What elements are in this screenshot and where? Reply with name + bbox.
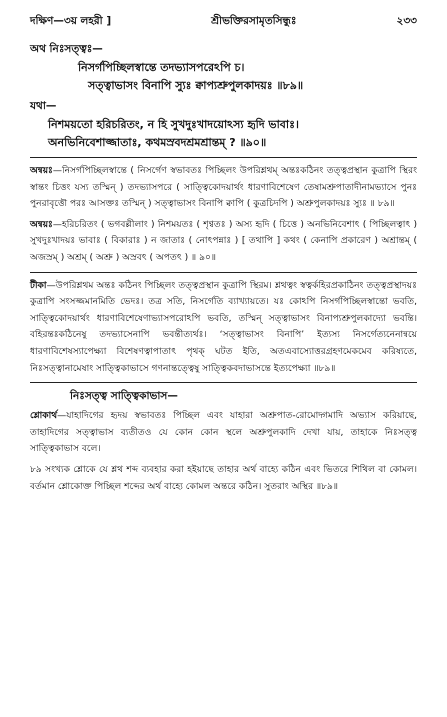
section-heading: অথ নিঃসত্ত্বঃ— <box>30 43 103 55</box>
running-header <box>30 14 417 38</box>
verse-90-line-1: নিশময়তো হরিচরিতং, ন হি সুখদুঃখাদয়োঽস্য হৃদি ভাবাঃ। <box>48 118 299 131</box>
divider <box>30 272 417 273</box>
anvaya-90 <box>30 217 417 267</box>
tika-label: টীকা <box>30 280 47 291</box>
divider <box>30 157 417 158</box>
anvaya-text: —হরিচরিতং ( ভগবল্লীলাং ) নিশময়তঃ ( শৃণ্বতঃ ) অস্য হৃদি ( চিত্তে ) অনভিনিবেশাৎ ( পিচ্ছিলত্বাৎ ) সুখদুঃখাদয়ঃ ভাবাঃ ( বিকারাঃ ) ন জাতাঃ ( নোৎপন্নাঃ ) [ তথাপি ] কথং ( কেনাপি প্রকারেণ ) অশ্রান্তম্ ( অজস্রম্ ) অশ্রম্ ( অশ্রু ) অস্রবৎ ( অপতৎ ) ॥ ৯০॥ <box>30 219 417 263</box>
explanation-paragraph: ৮৯ সংখ্যক শ্লোকে যে শ্লথ শব্দ ব্যবহার করা হইয়াছে তাহার অর্থ বাহ্যে কঠিন এবং ভিতরে শিথিল বা কোমল। বর্তমান শ্লোকোক্ত পিচ্ছিল শব্দের অর্থ বাহ্যে কোমল অন্তরে কঠিন। সুতরাং অস্থির ॥৮৯॥ <box>30 464 417 492</box>
verse-89-line-2: সত্ত্বাভাসং বিনাপি স্যুঃ ক্বাপ্যশ্রুপুলকাদয়ঃ ॥৮৯॥ <box>88 79 304 92</box>
tika-text: —উপরিশ্লথম অন্তঃ কঠিনং পিচ্ছিলং তত্ত্বপ্রস্থান কুত্রাপি স্থিরম। শ্লথত্বং স্বত্বর্কহিরপ্রকাঠিনং তত্ত্বপ্রস্থাদয়ঃ কুত্রাপি সংসজ্জমানমিতি ভেদঃ। তত্র সতি, নিসর্গেতি ব্যাখ্যায়তে। যঃ কোঽপি নিসর্গপিচ্ছিলস্বান্তো ভবতি, সাত্ত্বিকোদয়ার্থং ধারণাবিশেষেণাভ্যাসপরোঽপি ভবতি, তস্মিন্ সত্ত্বাভাসং বিনাপ্যশ্রুপুলকাদ্যো ভবন্তি। বহিরন্তঃকঠিনেষু তদভ্যাসেনাপি ভবন্তীত্যর্থঃ। ‘সত্ত্বাভাসং বিনাপি’ ইত্যস্য নিসর্গেত্যনেনান্বয়ে ধারণাবিশেষস্যাপেক্ষ্যা বিশেষণত্বাপাতাৎ পৃথক্ ঘটত ইতি, অতএবাস্যোত্তরগ্রহণমেকমেব করিষ্যতে, নিঃসত্ত্বানামেষাং সাত্ত্বিকাভাসে গণনান্তত্ত্বেষু সাত্ত্বিকবদাভাসন্তে ইত্যপেক্ষ্যা ॥৮৯॥ <box>30 280 417 374</box>
header-book-title: শ্রীভক্তিরসামৃতসিন্ধুঃ <box>211 15 297 27</box>
shloka-label: শ্লোকার্থ <box>30 411 58 422</box>
anvaya-text: —নিসর্গপিচ্ছিলস্বান্তে ( নিসর্গেণ স্বভাবতঃ পিচ্ছিলং উপরিশ্লথম্ অন্তঃকঠিনং তত্ত্বপ্রস্থান কুত্রাপি স্থিরং স্বান্তং চিত্তং যস্য তস্মিন্ ) তদভ্যাসপরে ( সাত্ত্বিকোদয়ার্থং ধারণাবিশেষেণ তেষামশ্রুপাতাদীনামভ্যাসে পুনঃ পুনরাবৃত্তৌ পরঃ আসক্তঃ তস্মিন্ ) সত্ত্বাভাসং বিনাপি ক্বাপি ( কুত্রচিদপি ) অশ্রুপুলকাদয়ঃ স্যুঃ ॥ ৮৯॥ <box>30 166 417 210</box>
example-heading: যথা— <box>30 100 57 112</box>
tika-commentary <box>30 278 417 378</box>
shloka-text: —যাহাদিগের হৃদয় স্বভাবতঃ পিচ্ছিল এবং যাহারা অশ্রুপাত-রোমোদ্গমাদি অভ্যাস করিয়াছে, তাহাদিগের সত্ত্বাভাস ব্যতীতও যে কোন কোন স্থলে অশ্রুপুলকাদি দেখা যায়, তাহাকে নিঃসত্ত্ব সাত্ত্বিকাভাস বলে। <box>30 411 417 455</box>
anvaya-label: অন্বয়ঃ <box>30 166 53 176</box>
verse-90-line-2: অনভিনিবেশাজ্জাতাঃ, কথমস্রবদশ্রমশ্রান্তম্ ? ॥৯০॥ <box>48 136 267 149</box>
divider <box>30 382 417 383</box>
header-chapter: দক্ষিণ—৩য় লহরী ] <box>30 15 112 27</box>
verse-89-line-1: নিসর্গপিচ্ছিলস্বান্তে তদভ্যাসপরেঽপি চ। <box>78 61 245 74</box>
subsection-title: নিঃসত্ত্ব সাত্ত্বিকাভাস— <box>70 390 178 403</box>
anvaya-89 <box>30 163 417 213</box>
page-number: ২৩৩ <box>396 15 417 27</box>
anvaya-label: অন্বয়ঃ <box>30 219 53 230</box>
shloka-meaning <box>30 408 417 458</box>
